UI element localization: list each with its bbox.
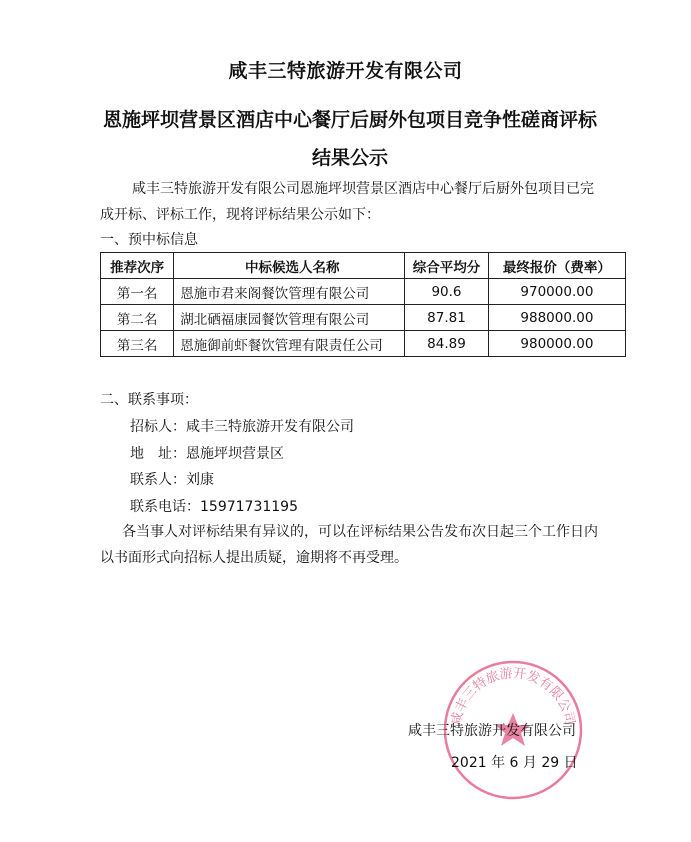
cell-rank: 第一名 bbox=[101, 279, 174, 305]
cell-price: 970000.00 bbox=[488, 279, 625, 305]
cell-score: 84.89 bbox=[405, 331, 489, 357]
cell-rank: 第二名 bbox=[101, 305, 174, 331]
table-row bbox=[101, 305, 626, 331]
document-title: 恩施坪坝营景区酒店中心餐厅后厨外包项目竞争性磋商评标结果公示 bbox=[102, 109, 597, 169]
objection-notice: 各当事人对评标结果有异议的，可以在评标结果公告发布次日起三个工作日内以书面形式向招标人提出质疑，逾期将不再受理。 bbox=[100, 524, 598, 566]
col-header-score: 综合平均分 bbox=[405, 253, 489, 279]
company-title: 咸丰三特旅游开发有限公司 bbox=[228, 60, 463, 82]
cell-name: 湖北硒福康园餐饮管理有限公司 bbox=[174, 305, 405, 331]
cell-name: 恩施御前虾餐饮管理有限责任公司 bbox=[174, 331, 405, 357]
cell-name: 恩施市君来阁餐饮管理有限公司 bbox=[174, 279, 405, 305]
address-line: 地 址：恩施坪坝营景区 bbox=[130, 446, 284, 462]
result-table bbox=[100, 252, 626, 357]
table-header-row bbox=[101, 253, 626, 279]
cell-rank: 第三名 bbox=[101, 331, 174, 357]
signature-company: 咸丰三特旅游开发有限公司 bbox=[408, 723, 576, 739]
intro-paragraph: 咸丰三特旅游开发有限公司恩施坪坝营景区酒店中心餐厅后厨外包项目已完成开标、评标工作，现将评标结果公示如下： bbox=[100, 181, 594, 223]
phone-line: 联系电话：15971731195 bbox=[130, 499, 298, 515]
table-row bbox=[101, 331, 626, 357]
col-header-name: 中标候选人名称 bbox=[174, 253, 405, 279]
cell-price: 980000.00 bbox=[488, 331, 625, 357]
signature-date: 2021 年 6 月 29 日 bbox=[451, 755, 578, 771]
cell-score: 90.6 bbox=[405, 279, 489, 305]
cell-score: 87.81 bbox=[405, 305, 489, 331]
seal-text: 咸丰三特旅游开发有限公司 bbox=[449, 666, 577, 727]
col-header-rank: 推荐次序 bbox=[101, 253, 174, 279]
cell-price: 988000.00 bbox=[488, 305, 625, 331]
section2-heading: 二、联系事项： bbox=[100, 392, 198, 408]
section1-heading: 一、预中标信息 bbox=[100, 232, 198, 248]
contact-person-line: 联系人：刘康 bbox=[130, 472, 214, 488]
col-header-price: 最终报价（费率） bbox=[488, 253, 625, 279]
tenderer-line: 招标人：咸丰三特旅游开发有限公司 bbox=[130, 419, 354, 435]
table-row bbox=[101, 279, 626, 305]
